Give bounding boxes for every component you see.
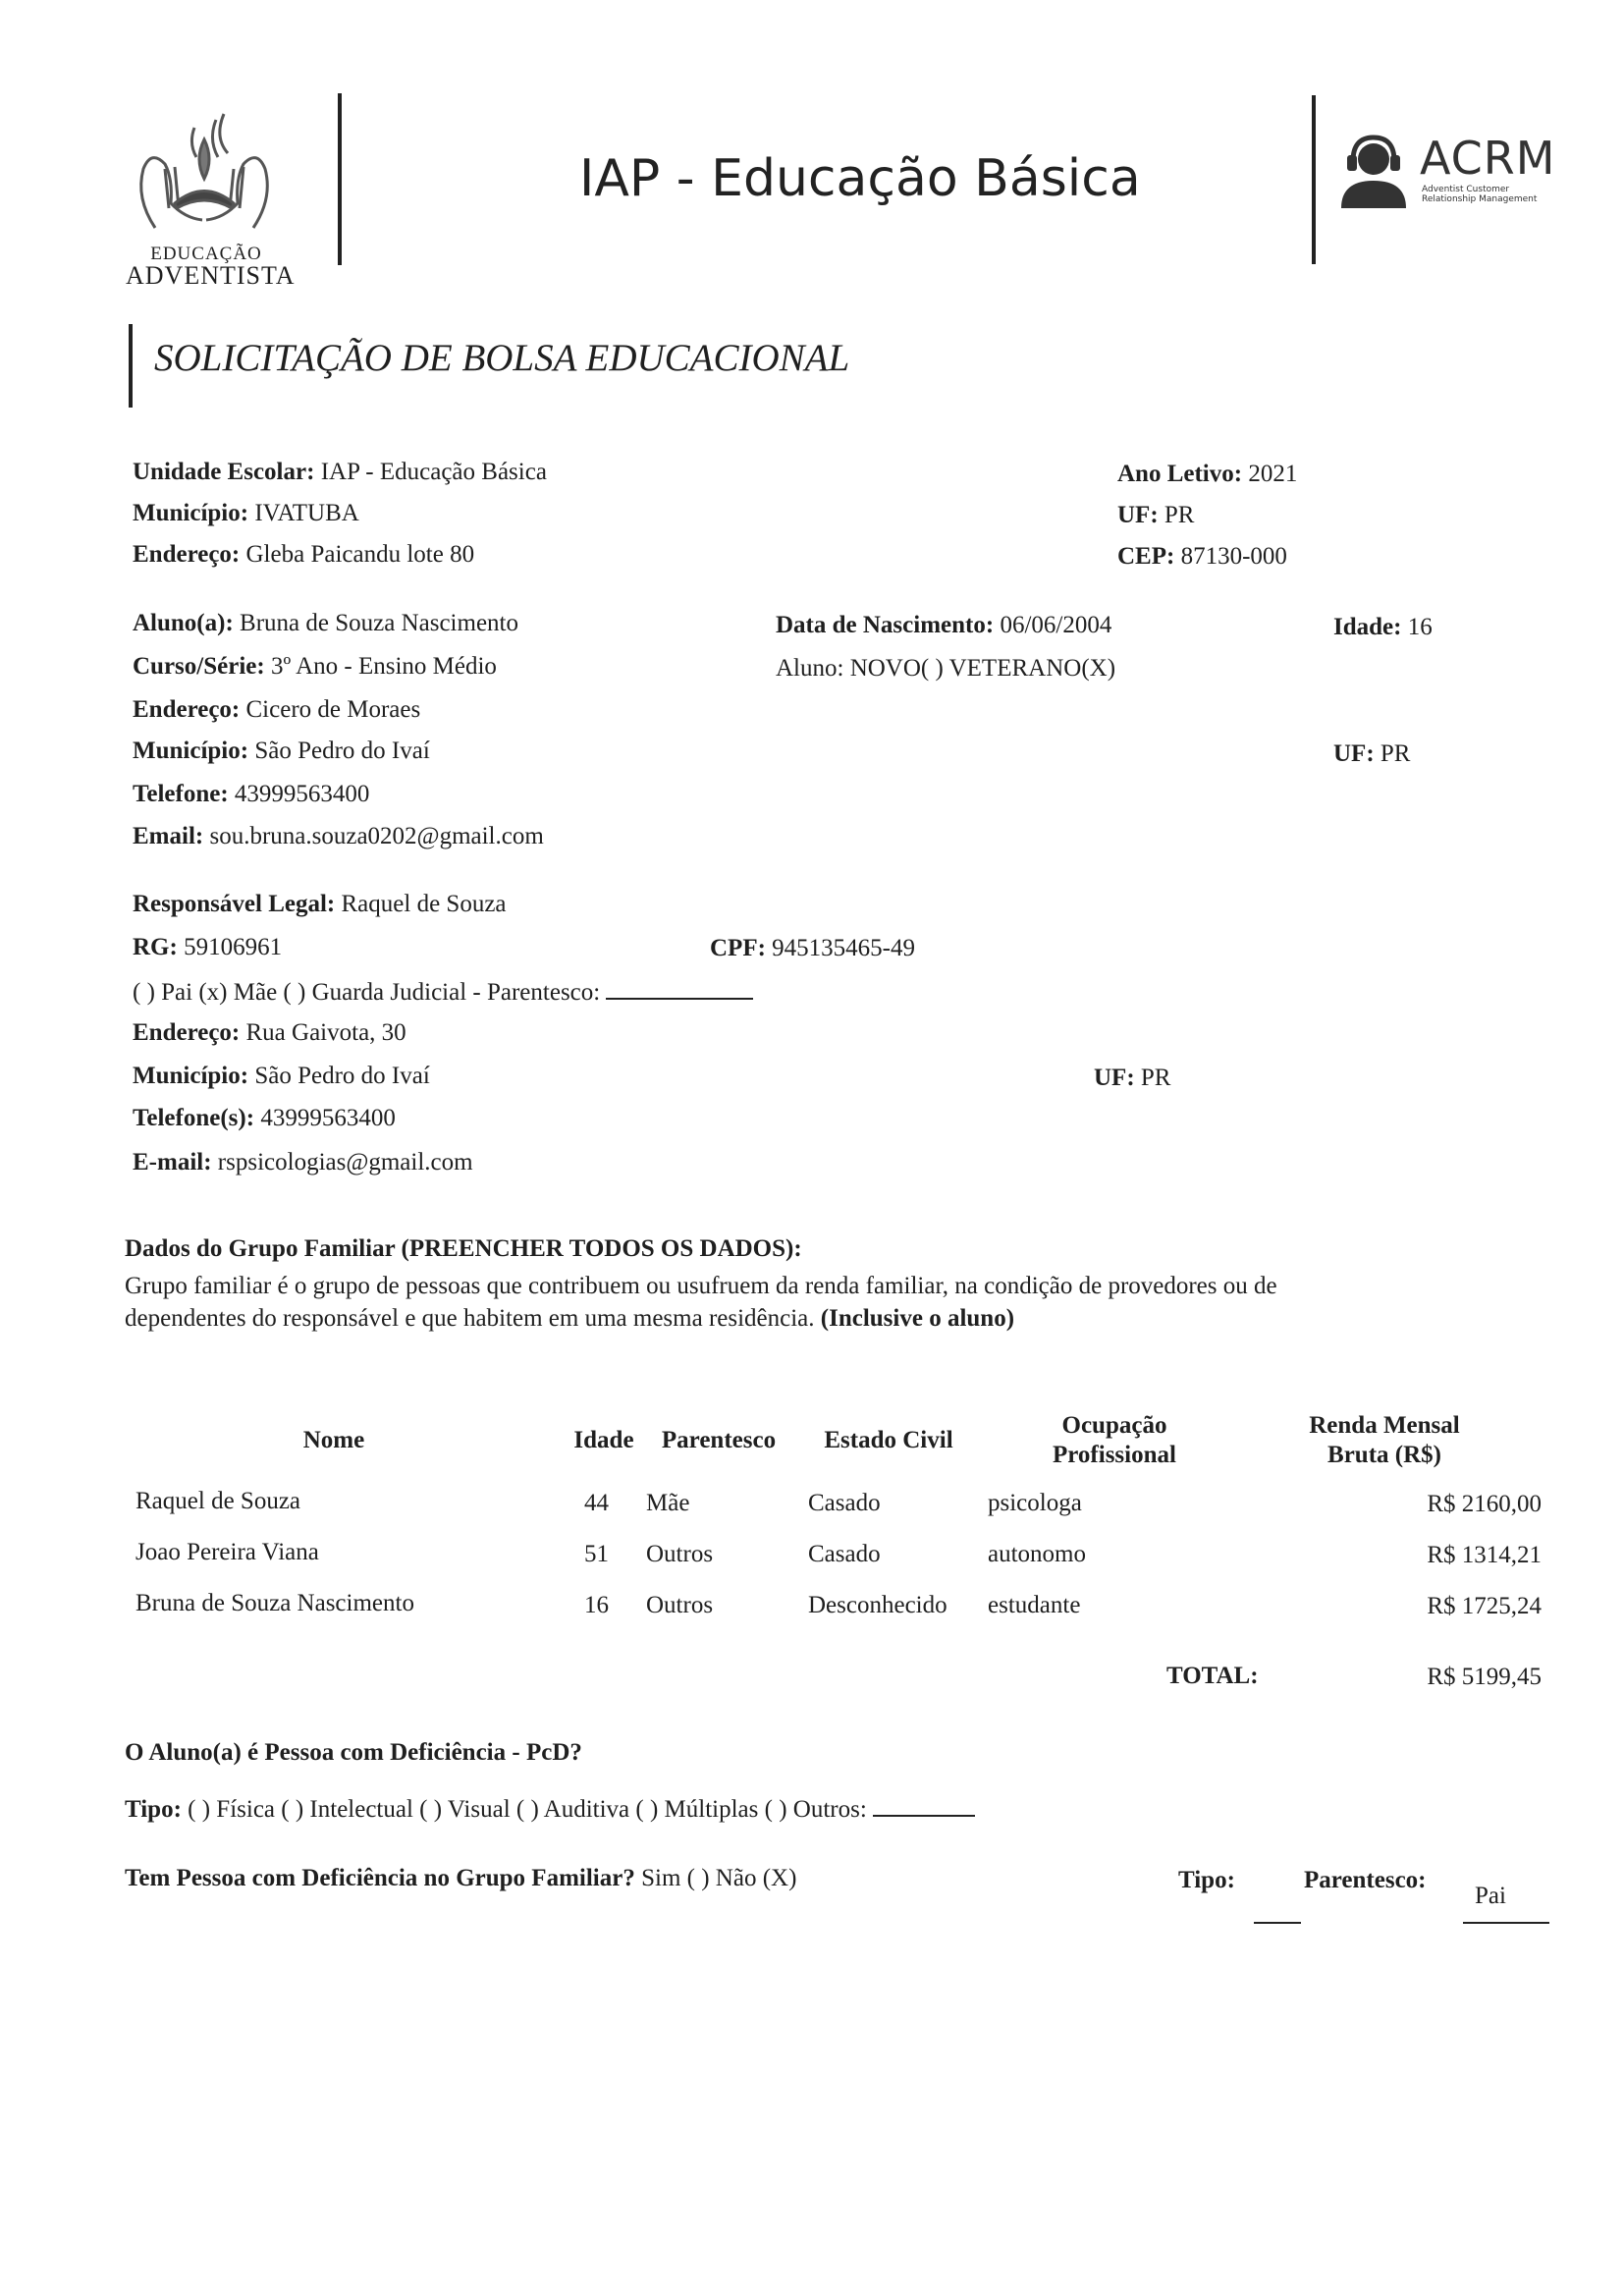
guardian-telefone-row bbox=[133, 1104, 396, 1133]
col-parentesco-header: Parentesco bbox=[661, 1427, 777, 1453]
row2-ocupacao: autonomo bbox=[988, 1541, 1086, 1567]
ano-letivo-label: Ano Letivo: bbox=[1117, 461, 1243, 487]
row3-idade: 16 bbox=[584, 1592, 609, 1618]
parentesco-row bbox=[133, 976, 753, 1008]
guardian-email-row bbox=[133, 1148, 473, 1177]
ano-letivo-value: 2021 bbox=[1248, 461, 1298, 487]
nascimento-label: Data de Nascimento: bbox=[776, 612, 995, 638]
aluno-label: Aluno(a): bbox=[133, 610, 234, 636]
family-desc-text: dependentes do responsável e que habitem em uma mesma residência. bbox=[125, 1305, 815, 1332]
student-email-row bbox=[133, 822, 544, 851]
guardian-email-label: E-mail: bbox=[133, 1149, 212, 1175]
pcd-tipo-label: Tipo: bbox=[125, 1796, 182, 1823]
logo-text-line2: ADVENTISTA bbox=[126, 261, 296, 290]
row2-renda: R$ 1314,21 bbox=[1427, 1542, 1542, 1568]
acrm-brand: ACRM bbox=[1420, 132, 1556, 185]
school-endereco-row bbox=[133, 540, 474, 570]
acrm-sub-line2: Relationship Management bbox=[1422, 194, 1538, 204]
responsavel-label: Responsável Legal: bbox=[133, 891, 336, 917]
family-desc-line2 bbox=[125, 1304, 1014, 1334]
pcd-family-answer: Sim ( ) Não (X) bbox=[641, 1865, 797, 1891]
cep-label: CEP: bbox=[1117, 543, 1175, 570]
pcd-parentesco-label: Parentesco: bbox=[1304, 1867, 1427, 1893]
student-email-label: Email: bbox=[133, 823, 204, 849]
guardian-municipio-label: Município: bbox=[133, 1063, 249, 1089]
row3-renda: R$ 1725,24 bbox=[1427, 1593, 1542, 1619]
curso-value: 3º Ano - Ensino Médio bbox=[270, 653, 497, 680]
pcd-parentesco-value: Pai bbox=[1475, 1883, 1506, 1909]
cep-row bbox=[1117, 542, 1287, 572]
col-renda-header-2: Bruta (R$) bbox=[1327, 1442, 1441, 1468]
student-municipio-row bbox=[133, 737, 430, 766]
student-email-value: sou.bruna.souza0202@gmail.com bbox=[209, 823, 544, 849]
ano-letivo-row bbox=[1117, 460, 1297, 489]
col-nome-header: Nome bbox=[302, 1427, 365, 1453]
col-estado-header: Estado Civil bbox=[824, 1427, 953, 1453]
school-municipio-label: Município: bbox=[133, 500, 249, 526]
hands-flame-icon bbox=[126, 110, 283, 247]
family-desc-line1: Grupo familiar é o grupo de pessoas que contribuem ou usufruem da renda familiar, na condição de provedores ou de bbox=[125, 1273, 1277, 1299]
cpf-label: CPF: bbox=[710, 935, 766, 961]
pcd-tipo-row bbox=[125, 1793, 975, 1825]
row1-nome: Raquel de Souza bbox=[135, 1488, 301, 1514]
acrm-logo bbox=[1337, 134, 1573, 222]
pcd-outros-blank bbox=[873, 1793, 975, 1817]
family-desc-bold: (Inclusive o aluno) bbox=[820, 1305, 1015, 1332]
school-endereco-value: Gleba Paicandu lote 80 bbox=[245, 541, 475, 568]
student-telefone-row bbox=[133, 780, 369, 809]
row2-nome: Joao Pereira Viana bbox=[135, 1539, 319, 1565]
student-telefone-label: Telefone: bbox=[133, 781, 229, 807]
col-idade-header: Idade bbox=[573, 1427, 634, 1453]
student-endereco-label: Endereço: bbox=[133, 696, 241, 723]
school-municipio-value: IVATUBA bbox=[254, 500, 359, 526]
unidade-escolar-row bbox=[133, 458, 547, 487]
guardian-telefone-label: Telefone(s): bbox=[133, 1105, 255, 1131]
col-renda-header-1: Renda Mensal bbox=[1309, 1412, 1460, 1439]
acrm-sub-line1: Adventist Customer bbox=[1422, 185, 1510, 194]
school-uf-row bbox=[1117, 501, 1195, 530]
student-uf-label: UF: bbox=[1333, 740, 1375, 767]
curso-label: Curso/Série: bbox=[133, 653, 265, 680]
aluno-value: Bruna de Souza Nascimento bbox=[240, 610, 518, 636]
row3-parentesco: Outros bbox=[646, 1592, 714, 1618]
guardian-uf-value: PR bbox=[1140, 1065, 1171, 1091]
student-municipio-label: Município: bbox=[133, 738, 249, 764]
student-municipio-value: São Pedro do Ivaí bbox=[254, 738, 430, 764]
student-telefone-value: 43999563400 bbox=[234, 781, 370, 807]
row2-parentesco: Outros bbox=[646, 1541, 714, 1567]
school-endereco-label: Endereço: bbox=[133, 541, 241, 568]
pcd-parentesco-blank bbox=[1463, 1922, 1549, 1924]
total-label: TOTAL: bbox=[1166, 1663, 1259, 1689]
col-ocupacao-header-2: Profissional bbox=[1053, 1442, 1176, 1468]
guardian-endereco-row bbox=[133, 1018, 406, 1048]
guardian-endereco-label: Endereço: bbox=[133, 1019, 241, 1046]
student-endereco-row bbox=[133, 695, 420, 725]
cpf-value: 945135465-49 bbox=[772, 935, 915, 961]
responsavel-value: Raquel de Souza bbox=[341, 891, 507, 917]
row3-ocupacao: estudante bbox=[988, 1592, 1081, 1618]
parentesco-blank bbox=[606, 976, 753, 1000]
unidade-value: IAP - Educação Básica bbox=[320, 459, 547, 485]
cep-value: 87130-000 bbox=[1180, 543, 1287, 570]
row1-estado: Casado bbox=[808, 1490, 881, 1516]
student-endereco-value: Cicero de Moraes bbox=[245, 696, 421, 723]
guardian-uf-row bbox=[1094, 1064, 1171, 1093]
nascimento-row bbox=[776, 611, 1111, 640]
educacao-adventista-logo bbox=[126, 110, 296, 290]
header-title: IAP - Educação Básica bbox=[579, 149, 1141, 208]
aluno-row bbox=[133, 609, 518, 638]
row1-parentesco: Mãe bbox=[646, 1490, 690, 1516]
row2-idade: 51 bbox=[584, 1541, 609, 1567]
nascimento-value: 06/06/2004 bbox=[1000, 612, 1112, 638]
student-uf-row bbox=[1333, 739, 1411, 769]
pcd-family-row bbox=[125, 1864, 796, 1893]
tipo-aluno: Aluno: NOVO( ) VETERANO(X) bbox=[776, 655, 1116, 682]
pcd-tipo2-blank bbox=[1254, 1922, 1301, 1924]
doc-title: SOLICITAÇÃO DE BOLSA EDUCACIONAL bbox=[154, 337, 850, 379]
student-uf-value: PR bbox=[1380, 740, 1411, 767]
row3-estado: Desconhecido bbox=[808, 1592, 947, 1618]
row1-renda: R$ 2160,00 bbox=[1427, 1491, 1542, 1517]
logo-text-line1: EDUCAÇÃO bbox=[150, 244, 262, 264]
header-divider-right bbox=[1312, 95, 1316, 264]
row1-idade: 44 bbox=[584, 1490, 609, 1516]
guardian-endereco-value: Rua Gaivota, 30 bbox=[245, 1019, 406, 1046]
header-divider-left bbox=[338, 93, 342, 265]
idade-label: Idade: bbox=[1333, 614, 1402, 640]
guardian-uf-label: UF: bbox=[1094, 1065, 1135, 1091]
row3-nome: Bruna de Souza Nascimento bbox=[135, 1590, 414, 1616]
guardian-municipio-value: São Pedro do Ivaí bbox=[254, 1063, 430, 1089]
row1-ocupacao: psicologa bbox=[988, 1490, 1082, 1516]
school-uf-value: PR bbox=[1164, 502, 1195, 528]
col-ocupacao-header-1: Ocupação bbox=[1061, 1412, 1167, 1439]
guardian-email-value: rspsicologias@gmail.com bbox=[217, 1149, 473, 1175]
guardian-municipio-row bbox=[133, 1062, 430, 1091]
rg-value: 59106961 bbox=[184, 934, 283, 960]
pcd-family-question: Tem Pessoa com Deficiência no Grupo Familiar? bbox=[125, 1865, 635, 1891]
pcd-question: O Aluno(a) é Pessoa com Deficiência - PcD? bbox=[125, 1739, 582, 1766]
idade-value: 16 bbox=[1407, 614, 1433, 640]
parentesco-options: ( ) Pai (x) Mãe ( ) Guarda Judicial - Parentesco: bbox=[133, 979, 601, 1006]
family-heading: Dados do Grupo Familiar (PREENCHER TODOS OS DADOS): bbox=[125, 1235, 802, 1262]
curso-row bbox=[133, 652, 497, 682]
rg-row bbox=[133, 933, 282, 962]
doc-title-bar bbox=[129, 324, 133, 408]
idade-row bbox=[1333, 613, 1433, 642]
pcd-tipo2-label: Tipo: bbox=[1178, 1867, 1235, 1893]
responsavel-row bbox=[133, 890, 507, 919]
unidade-label: Unidade Escolar: bbox=[133, 459, 315, 485]
school-uf-label: UF: bbox=[1117, 502, 1159, 528]
rg-label: RG: bbox=[133, 934, 178, 960]
school-municipio-row bbox=[133, 499, 359, 528]
support-agent-icon bbox=[1337, 134, 1410, 212]
cpf-row bbox=[710, 934, 915, 963]
row2-estado: Casado bbox=[808, 1541, 881, 1567]
guardian-telefone-value: 43999563400 bbox=[260, 1105, 396, 1131]
pcd-tipo-options: ( ) Física ( ) Intelectual ( ) Visual ( ) Auditiva ( ) Múltiplas ( ) Outros: bbox=[188, 1796, 867, 1823]
total-value: R$ 5199,45 bbox=[1427, 1664, 1542, 1690]
